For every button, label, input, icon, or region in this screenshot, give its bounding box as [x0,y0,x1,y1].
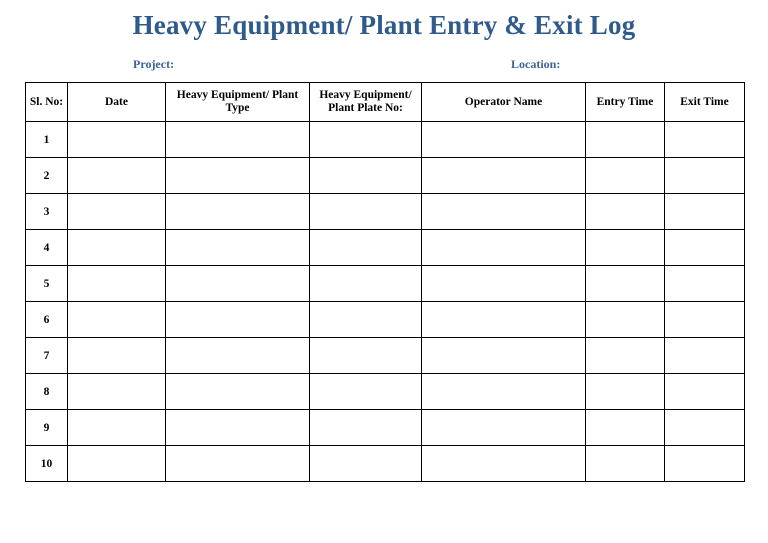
operator-name-cell[interactable] [422,158,586,194]
operator-name-cell[interactable] [422,410,586,446]
equipment-type-cell[interactable] [166,122,310,158]
entry-time-cell[interactable] [586,374,665,410]
table-row [26,302,745,338]
plate-no-cell[interactable] [310,446,422,482]
date-cell[interactable] [68,302,166,338]
header-date: Date [68,83,166,122]
plate-no-cell[interactable] [310,230,422,266]
equipment-type-cell[interactable] [166,410,310,446]
table-row [26,230,745,266]
date-cell[interactable] [68,446,166,482]
exit-time-cell[interactable] [665,194,745,230]
header-exit-time: Exit Time [665,83,745,122]
exit-time-cell[interactable] [665,410,745,446]
table-row [26,410,745,446]
date-cell[interactable] [68,410,166,446]
page-title: Heavy Equipment/ Plant Entry & Exit Log [132,10,636,40]
equipment-type-cell[interactable] [166,374,310,410]
sl-no-cell: 1 [26,122,68,158]
exit-time-cell[interactable] [665,374,745,410]
sl-no-cell: 5 [26,266,68,302]
header-sl-no: Sl. No: [26,83,68,122]
operator-name-cell[interactable] [422,230,586,266]
entry-time-cell[interactable] [586,446,665,482]
sl-no-cell: 3 [26,194,68,230]
equipment-type-cell[interactable] [166,446,310,482]
sl-no-cell: 2 [26,158,68,194]
date-cell[interactable] [68,194,166,230]
exit-time-cell[interactable] [665,122,745,158]
operator-name-cell[interactable] [422,266,586,302]
equipment-type-cell[interactable] [166,266,310,302]
date-cell[interactable] [68,266,166,302]
entry-time-cell[interactable] [586,302,665,338]
entry-time-cell[interactable] [586,158,665,194]
plate-no-cell[interactable] [310,122,422,158]
table-row [26,122,745,158]
plate-no-cell[interactable] [310,374,422,410]
equipment-type-cell[interactable] [166,230,310,266]
plate-no-cell[interactable] [310,266,422,302]
exit-time-cell[interactable] [665,338,745,374]
exit-time-cell[interactable] [665,266,745,302]
header-plate-no: Heavy Equipment/ Plant Plate No: [310,83,422,122]
operator-name-cell[interactable] [422,446,586,482]
table-row [26,374,745,410]
entry-time-cell[interactable] [586,194,665,230]
exit-time-cell[interactable] [665,446,745,482]
sl-no-cell: 6 [26,302,68,338]
plate-no-cell[interactable] [310,302,422,338]
header-equipment-type: Heavy Equipment/ Plant Type [166,83,310,122]
equipment-type-cell[interactable] [166,302,310,338]
exit-time-cell[interactable] [665,302,745,338]
entry-time-cell[interactable] [586,266,665,302]
sl-no-cell: 4 [26,230,68,266]
operator-name-cell[interactable] [422,338,586,374]
entry-time-cell[interactable] [586,230,665,266]
operator-name-cell[interactable] [422,374,586,410]
entry-time-cell[interactable] [586,410,665,446]
plate-no-cell[interactable] [310,158,422,194]
entry-time-cell[interactable] [586,122,665,158]
entry-exit-log-table [25,82,745,482]
sl-no-cell: 10 [26,446,68,482]
table-row [26,446,745,482]
location-label: Location: [511,57,561,71]
header-operator-name: Operator Name [422,83,586,122]
date-cell[interactable] [68,158,166,194]
project-label: Project: [133,57,175,71]
equipment-type-cell[interactable] [166,158,310,194]
exit-time-cell[interactable] [665,158,745,194]
operator-name-cell[interactable] [422,194,586,230]
entry-time-cell[interactable] [586,338,665,374]
sl-no-cell: 9 [26,410,68,446]
plate-no-cell[interactable] [310,338,422,374]
sl-no-cell: 8 [26,374,68,410]
table-row [26,266,745,302]
date-cell[interactable] [68,230,166,266]
date-cell[interactable] [68,122,166,158]
table-row [26,194,745,230]
equipment-type-cell[interactable] [166,338,310,374]
header-entry-time: Entry Time [586,83,665,122]
operator-name-cell[interactable] [422,122,586,158]
table-header-row [26,83,745,122]
plate-no-cell[interactable] [310,194,422,230]
table-row [26,338,745,374]
plate-no-cell[interactable] [310,410,422,446]
operator-name-cell[interactable] [422,302,586,338]
table-row [26,158,745,194]
date-cell[interactable] [68,374,166,410]
date-cell[interactable] [68,338,166,374]
sl-no-cell: 7 [26,338,68,374]
exit-time-cell[interactable] [665,230,745,266]
equipment-type-cell[interactable] [166,194,310,230]
